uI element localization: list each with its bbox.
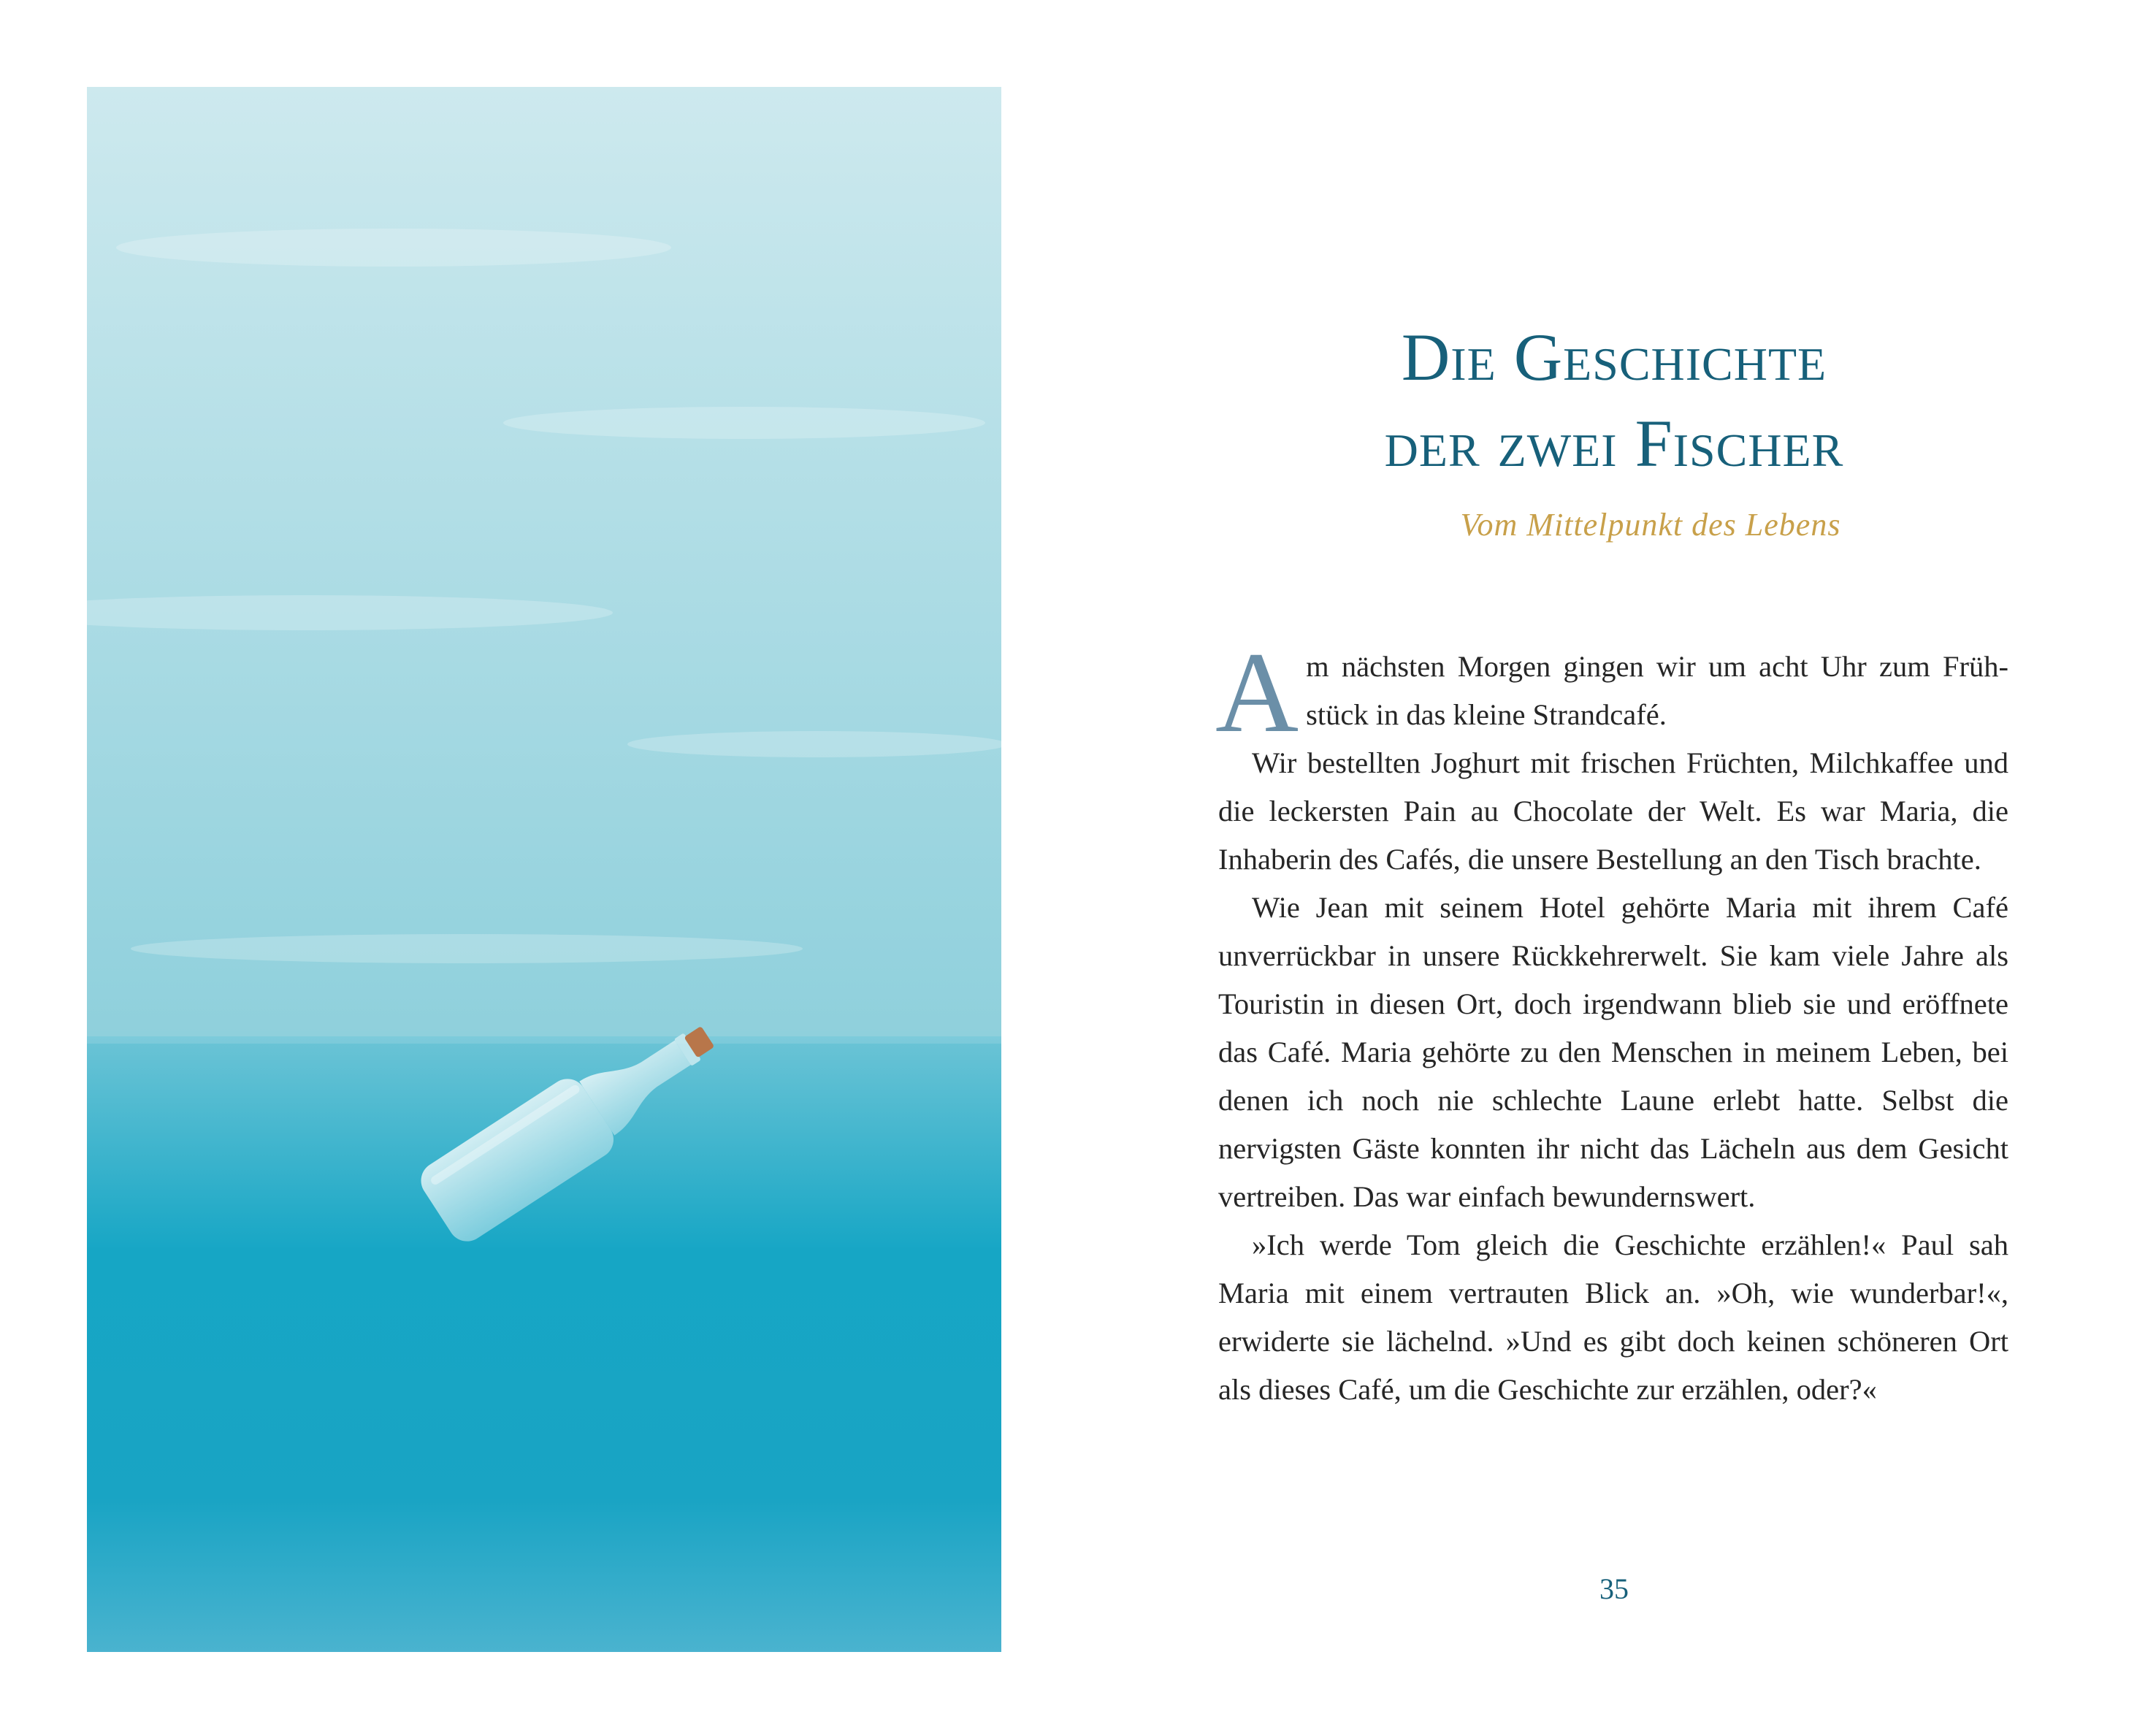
paragraph-1-text: m nächsten Morgen gingen wir um acht Uhr zum Frühstück in das kleine Strandcafé.	[1306, 650, 2008, 731]
drop-cap: A	[1215, 629, 1299, 757]
chapter-title	[1198, 314, 2030, 486]
body-text	[1215, 629, 2008, 1414]
page-number: 35	[1599, 1572, 1629, 1605]
sea-illustration	[87, 87, 1001, 1652]
sky	[87, 87, 1001, 1036]
paragraph-4: »Ich werde Tom gleich die Geschichte erzählen!« Paul sah Maria mit einem vertrauten Blick an. »Oh, wie wunderbar!«, erwiderte sie lächelnd. »Und es gibt doch keinen schöneren Ort als dieses Café, um die Geschichte zur erzählen, oder?«	[1218, 1228, 2008, 1406]
chapter-subtitle: Vom Mittelpunkt des Lebens	[1460, 507, 1841, 543]
paragraph-2: Wir bestellten Joghurt mit frischen Früchten, Milchkaffee und die leckersten Pain au Chocolate der Welt. Es war Maria, die Inhaberin des Cafés, die unsere Bestellung an den Tisch brachte.	[1218, 746, 2008, 876]
text-page	[1198, 0, 2016, 1725]
chapter-title-line-2: der zwei Fischer	[1384, 406, 1844, 481]
paragraph-1	[1215, 629, 2008, 757]
paragraph-3: Wie Jean mit seinem Hotel gehörte Maria mit ihrem Café unverrückbar in unsere Rückkehrerwelt. Sie kam viele Jahre als Touristin in diesen Ort, doch irgendwann blieb sie und eröffnete das Café. Maria gehörte zu den Menschen in meinem Leben, bei denen ich noch nie schlechte Laune erlebt hatte. Selbst die nervigsten Gäste konnten ihr nicht das Lächeln aus dem Gesicht vertreiben. Das war einfach bewundernswert.	[1218, 891, 2008, 1213]
chapter-title-line-1: Die Geschichte	[1401, 320, 1827, 394]
message-in-a-bottle-illustration	[87, 87, 1001, 1652]
